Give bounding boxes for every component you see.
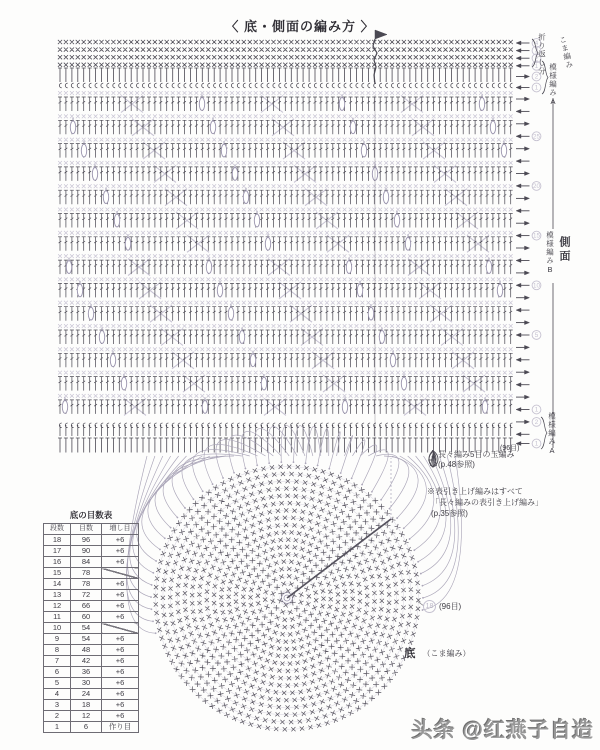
label-pattern-b: 模様編みB — [545, 231, 555, 275]
table-cell: 1 — [44, 722, 71, 733]
svg-text:1: 1 — [534, 440, 539, 448]
svg-text:2: 2 — [534, 55, 539, 63]
svg-text:2: 2 — [534, 419, 539, 427]
svg-text:2: 2 — [534, 73, 539, 81]
table-cell: 36 — [71, 667, 102, 678]
svg-text:20: 20 — [533, 183, 540, 191]
svg-text:1: 1 — [534, 406, 539, 414]
table-cell: 72 — [71, 590, 102, 601]
table-cell: 4 — [44, 689, 71, 700]
label-fold-allowance: 折り返し分 — [537, 33, 547, 76]
table-cell: 60 — [71, 612, 102, 623]
table-cell: 6 — [71, 722, 102, 733]
table-cell: 96 — [71, 535, 102, 546]
table-cell: +6 — [102, 590, 139, 601]
table-row — [44, 678, 139, 689]
table-cell: 13 — [44, 590, 71, 601]
table-row — [44, 700, 139, 711]
table-cell: 14 — [44, 579, 71, 590]
table-header: 増し目 — [102, 524, 139, 535]
legend-note-line1: ※表引き上げ編みはすべて — [427, 487, 523, 496]
table-cell: 3 — [44, 700, 71, 711]
table-row — [44, 612, 139, 623]
svg-text:1: 1 — [534, 84, 539, 92]
table-header: 段数 — [44, 524, 71, 535]
table-row — [44, 579, 139, 590]
table-cell: +6 — [102, 678, 139, 689]
label-side: 側面 — [558, 236, 570, 264]
legend-note-line3: (p.35参照) — [431, 509, 468, 519]
bottom-round-label — [423, 600, 461, 613]
table-cell: 5 — [44, 678, 71, 689]
watermark: 头条 @红燕子自造 — [411, 719, 594, 742]
stitch-count-table — [33, 509, 149, 733]
table-cell: 12 — [71, 711, 102, 722]
table-cell: 90 — [71, 546, 102, 557]
table-cell: 18 — [44, 535, 71, 546]
table-cell: 10 — [44, 623, 71, 634]
table-row — [44, 590, 139, 601]
table-cell: 6 — [44, 667, 71, 678]
legend-note-line2: 「長々編みの表引き上げ編み」 — [431, 498, 543, 508]
table-row — [44, 568, 139, 579]
table-cell: 9 — [44, 634, 71, 645]
bottom-title: 底 — [404, 648, 416, 660]
label-pattern-a-bottom: 模様編みA — [547, 412, 557, 456]
table-cell: 18 — [71, 700, 102, 711]
table-row — [44, 623, 139, 634]
table — [43, 523, 139, 733]
svg-text:5: 5 — [534, 332, 539, 340]
svg-text:25: 25 — [533, 133, 540, 141]
table-cell: 2 — [44, 711, 71, 722]
table-cell: 66 — [71, 601, 102, 612]
table-cell: +6 — [102, 601, 139, 612]
table-cell: +6 — [102, 689, 139, 700]
table-cell: 12 — [44, 601, 71, 612]
page-title: 〈 底・側面の編み方 〉 — [225, 19, 375, 34]
table-cell: +6 — [102, 634, 139, 645]
table-cell: 78 — [71, 568, 102, 579]
table-cell: +6 — [102, 546, 139, 557]
round-18-badge: 18 — [423, 600, 436, 613]
table-cell: +6 — [102, 656, 139, 667]
bobble-symbol-icon — [427, 450, 440, 468]
table-cell: 11 — [44, 612, 71, 623]
table-cell: 84 — [71, 557, 102, 568]
label-single-crochet: こま編み — [557, 34, 575, 71]
table-cell: 54 — [71, 634, 102, 645]
svg-text:3: 3 — [534, 47, 539, 55]
table-cell: 7 — [44, 656, 71, 667]
legend-bobble-ref: (p.48参照) — [438, 460, 475, 470]
svg-text:10: 10 — [533, 282, 540, 290]
table-cell — [102, 623, 139, 634]
table-row — [44, 557, 139, 568]
table-cell: +6 — [102, 711, 139, 722]
side-panel-chart — [58, 30, 513, 453]
table-cell: 78 — [71, 579, 102, 590]
bottom-stitch-type: （こま編み） — [422, 648, 471, 658]
legend-bobble-name: 長々編み5目の玉編み — [438, 450, 515, 459]
bottom-stitch-count: (96目) — [439, 602, 462, 611]
table-cell: 24 — [71, 689, 102, 700]
bottom-name — [404, 645, 471, 661]
table-cell: +6 — [102, 557, 139, 568]
table-row — [44, 667, 139, 678]
side-stitch-count: (96目) — [500, 445, 520, 452]
table-row — [44, 645, 139, 656]
table-row — [44, 535, 139, 546]
table-row — [44, 689, 139, 700]
legend-equals: ＝ — [427, 455, 435, 465]
table-row — [44, 656, 139, 667]
legend — [427, 450, 597, 471]
table-cell: 30 — [71, 678, 102, 689]
table-cell: +6 — [102, 579, 139, 590]
table-header-row — [44, 524, 139, 535]
legend-note — [427, 486, 599, 520]
table-row — [44, 601, 139, 612]
table-row — [44, 546, 139, 557]
table-header: 目数 — [71, 524, 102, 535]
table-cell: +6 — [102, 700, 139, 711]
svg-text:4: 4 — [534, 40, 539, 48]
table-cell: +6 — [102, 667, 139, 678]
table-cell: 17 — [44, 546, 71, 557]
svg-text:1: 1 — [534, 62, 539, 70]
table-cell: 48 — [71, 645, 102, 656]
svg-text:15: 15 — [533, 232, 540, 240]
table-cell: +6 — [102, 612, 139, 623]
table-cell: 8 — [44, 645, 71, 656]
table-cell — [102, 568, 139, 579]
table-cell: 作り目 — [102, 722, 139, 733]
table-row — [44, 722, 139, 733]
table-cell: 15 — [44, 568, 71, 579]
table-row — [44, 634, 139, 645]
table-cell: +6 — [102, 645, 139, 656]
table-cell: 54 — [71, 623, 102, 634]
label-pattern-a-top: 模様編みA — [548, 63, 558, 107]
table-cell: 42 — [71, 656, 102, 667]
table-title: 底の目数表 — [69, 510, 113, 520]
table-cell: 16 — [44, 557, 71, 568]
table-row — [44, 711, 139, 722]
table-cell: +6 — [102, 535, 139, 546]
